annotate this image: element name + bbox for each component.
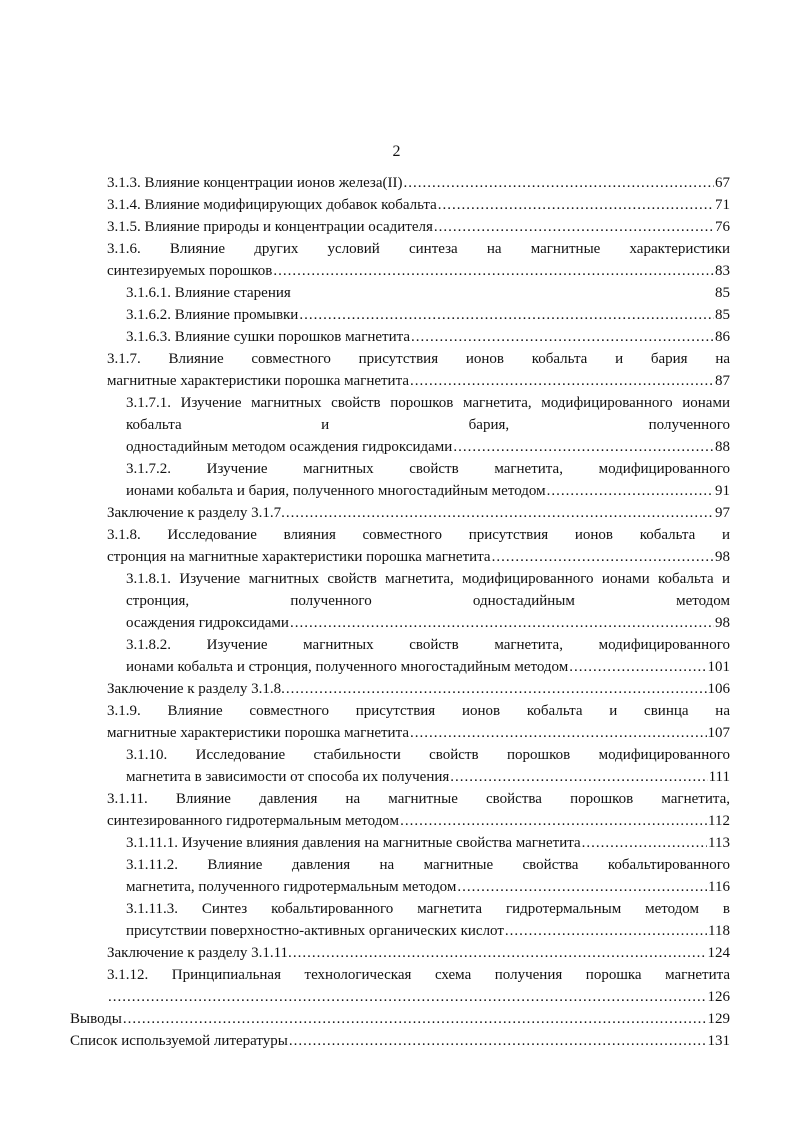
toc-entry-page: 126 (707, 989, 730, 1005)
toc-entry-page: 112 (708, 813, 730, 829)
toc-entry-page: 111 (708, 769, 730, 785)
toc-entry-3-1-6[interactable] (107, 238, 730, 282)
toc-entry-title: Заключение к разделу 3.1.7. (107, 505, 285, 521)
toc-entry-page: 88 (715, 439, 730, 455)
dot-leader (286, 678, 707, 700)
toc-entry-title: осаждения гидроксидами (126, 615, 289, 631)
toc-entry-3-1-6-2[interactable] (126, 304, 730, 326)
toc-entry-title: Заключение к разделу 3.1.8. (107, 681, 285, 697)
dot-leader (438, 194, 714, 216)
toc-entry-page: 87 (715, 373, 730, 389)
dot-leader (410, 722, 707, 744)
dot-leader (411, 326, 714, 348)
dot-leader (569, 656, 706, 678)
dot-leader (123, 1008, 707, 1030)
toc-entry-title: синтезированного гидротермальным методом (107, 813, 400, 829)
toc-entry-title: 3.1.5. Влияние природы и концентрации осадителя (107, 219, 433, 235)
toc-entry-3-1-7[interactable] (107, 348, 730, 392)
toc-entry-page: 101 (707, 659, 730, 675)
toc-entry-body: 3.1.11.3. Синтез кобальтированного магнетита гидротермальным методом в (126, 901, 730, 917)
toc-entry-conclusion-3-1-8[interactable] (107, 678, 730, 700)
dot-leader (299, 304, 714, 326)
toc-entry-title: ионами кобальта и стронция, полученного многостадийным методом (126, 659, 569, 675)
dot-leader (582, 832, 707, 854)
toc-entry-page: 83 (715, 263, 730, 279)
dot-leader (450, 766, 707, 788)
dot-leader (492, 546, 714, 568)
toc-entry-title: магнитные характеристики порошка магнетита (107, 725, 409, 741)
dot-leader (400, 810, 707, 832)
toc-entry-3-1-11-3[interactable] (126, 898, 730, 942)
toc-entry-body: 3.1.11.2. Влияние давления на магнитные свойства кобальтированного (126, 857, 730, 873)
toc-entry-title: одностадийным методом осаждения гидроксидами (126, 439, 453, 455)
toc-entry-page: 71 (715, 197, 730, 213)
toc-entry-page: 113 (708, 835, 730, 851)
dot-leader (453, 436, 714, 458)
dot-leader (410, 370, 714, 392)
toc-entry-page: 107 (707, 725, 730, 741)
toc-entry-page: 86 (715, 329, 730, 345)
toc-entry-page: 118 (708, 923, 730, 939)
toc-entry-title: 3.1.3. Влияние концентрации ионов железа(II) (107, 175, 403, 191)
toc-entry-page: 91 (715, 483, 730, 499)
toc-entry-title: магнетита, полученного гидротермальным методом (126, 879, 457, 895)
toc-entry-page: 98 (715, 615, 730, 631)
toc-entry-page: 106 (707, 681, 730, 697)
dot-leader (434, 216, 714, 238)
toc-entry-title: Заключение к разделу 3.1.11. (107, 945, 292, 961)
toc-entry-body: 3.1.7.2. Изучение магнитных свойств магнетита, модифицированного (126, 461, 730, 477)
dot-leader (403, 172, 714, 194)
toc-entry-title: 3.1.4. Влияние модифицирующих добавок кобальта (107, 197, 437, 213)
toc-entry-page: 97 (715, 505, 730, 521)
toc-entry-page: 76 (715, 219, 730, 235)
toc-entry-title: Выводы (70, 1011, 122, 1027)
toc-entry-3-1-7-2[interactable] (126, 458, 730, 502)
toc-entry-page: 85 (715, 307, 730, 323)
toc-entry-body: 3.1.8.2. Изучение магнитных свойств магнетита, модифицированного (126, 637, 730, 653)
toc-entry-3-1-12[interactable] (107, 964, 730, 1008)
toc-entry-3-1-5[interactable] (107, 216, 730, 238)
toc-entry-3-1-4[interactable] (107, 194, 730, 216)
toc-entry-conclusion-3-1-7[interactable] (107, 502, 730, 524)
dot-leader (505, 920, 707, 942)
toc-entry-body: 3.1.7. Влияние совместного присутствия ионов кобальта и бария на (107, 351, 730, 367)
toc-entry-title: 3.1.6.1. Влияние старения (126, 285, 291, 301)
toc-entry-body: 3.1.8.1. Изучение магнитных свойств магнетита, модифицированного ионами кобальта и стронция, полученного одностадийным методом (126, 571, 730, 609)
toc-entry-3-1-10[interactable] (126, 744, 730, 788)
dot-leader (290, 612, 714, 634)
toc-entry-3-1-9[interactable] (107, 700, 730, 744)
toc-entry-title: 3.1.11.1. Изучение влияния давления на магнитные свойства магнетита (126, 835, 581, 851)
toc-entry-references[interactable] (70, 1030, 730, 1052)
toc-entry-page: 67 (715, 175, 730, 191)
toc-entry-page: 85 (715, 285, 730, 301)
toc-entry-3-1-6-3[interactable] (126, 326, 730, 348)
toc-entry-body: 3.1.12. Принципиальная технологическая схема получения порошка магнетита (107, 967, 730, 983)
toc-entry-page: 129 (707, 1011, 730, 1027)
page-number: 2 (392, 143, 401, 160)
toc-entry-page: 116 (708, 879, 730, 895)
toc-entry-title: ионами кобальта и бария, полученного многостадийным методом (126, 483, 546, 499)
toc-entry-conclusions[interactable] (70, 1008, 730, 1030)
dot-leader (547, 480, 714, 502)
toc-entry-title: Список используемой литературы (70, 1033, 288, 1049)
toc-entry-3-1-8[interactable] (107, 524, 730, 568)
toc-entry-3-1-3[interactable] (107, 172, 730, 194)
toc-entry-body: 3.1.6. Влияние других условий синтеза на магнитные характеристики (107, 241, 730, 257)
toc-entry-page: 124 (707, 945, 730, 961)
toc-entry-3-1-11-1[interactable] (126, 832, 730, 854)
dot-leader (108, 986, 707, 1008)
toc-entry-3-1-7-1[interactable] (126, 392, 730, 458)
toc-entry-title: присутствии поверхностно-активных органических кислот (126, 923, 504, 939)
toc-entry-page: 131 (707, 1033, 730, 1049)
dot-leader (289, 1030, 707, 1052)
toc-entry-body: 3.1.10. Исследование стабильности свойств порошков модифицированного (126, 747, 730, 763)
toc-entry-3-1-8-2[interactable] (126, 634, 730, 678)
dot-leader (457, 876, 707, 898)
toc-entry-title: синтезируемых порошков (107, 263, 273, 279)
toc-entry-conclusion-3-1-11[interactable] (107, 942, 730, 964)
toc-entry-title: магнитные характеристики порошка магнетита (107, 373, 409, 389)
toc-entry-body: 3.1.8. Исследование влияния совместного присутствия ионов кобальта и (107, 527, 730, 543)
toc-entry-title: магнетита в зависимости от способа их получения (126, 769, 450, 785)
toc-entry-title: 3.1.6.2. Влияние промывки (126, 307, 299, 323)
toc-entry-3-1-11-2[interactable] (126, 854, 730, 898)
toc-entry-3-1-11[interactable] (107, 788, 730, 832)
toc-entry-body: 3.1.11. Влияние давления на магнитные свойства порошков магнетита, (107, 791, 730, 807)
toc-entry-title: стронция на магнитные характеристики порошка магнетита (107, 549, 491, 565)
toc-entry-3-1-8-1[interactable] (126, 568, 730, 634)
toc-entry-3-1-6-1[interactable] (126, 282, 730, 304)
dot-leader (293, 942, 707, 964)
toc-entry-body: 3.1.7.1. Изучение магнитных свойств порошков магнетита, модифицированного ионами кобальта и бария, полученного (126, 395, 730, 433)
toc-entry-page: 98 (715, 549, 730, 565)
toc-entry-title: 3.1.6.3. Влияние сушки порошков магнетита (126, 329, 411, 345)
dot-leader (286, 502, 714, 524)
table-of-contents (0, 172, 793, 1052)
dot-leader (273, 260, 714, 282)
toc-entry-body: 3.1.9. Влияние совместного присутствия ионов кобальта и свинца на (107, 703, 730, 719)
